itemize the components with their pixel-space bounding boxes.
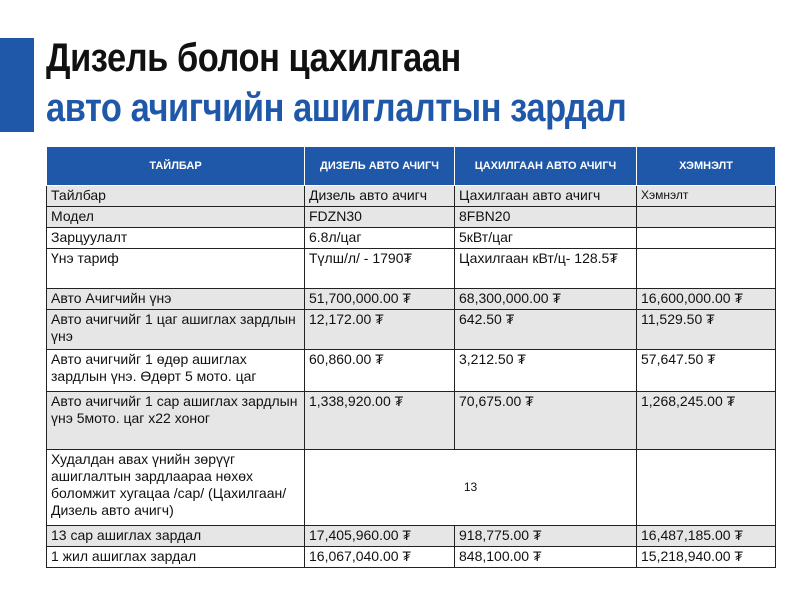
- table-row: [47, 186, 776, 207]
- table-row: [47, 350, 776, 392]
- electric-cell: 3,212.50 ₮: [455, 350, 637, 392]
- electric-cell: 8FBN20: [455, 207, 637, 228]
- row-label: Авто Ачигчийн үнэ: [47, 289, 305, 310]
- electric-cell: 642.50 ₮: [455, 310, 637, 350]
- saving-cell: [637, 228, 776, 249]
- diesel-cell: 6.8л/цаг: [305, 228, 455, 249]
- table-header-row: [47, 147, 776, 186]
- header-saving: ХЭМНЭЛТ: [637, 147, 776, 186]
- table-row: [47, 547, 776, 568]
- saving-cell: 16,487,185.00 ₮: [637, 526, 776, 547]
- diesel-cell: 12,172.00 ₮: [305, 310, 455, 350]
- row-label: Модел: [47, 207, 305, 228]
- cost-comparison-table: [46, 146, 776, 568]
- saving-cell: [637, 450, 776, 526]
- table-row: [47, 392, 776, 450]
- diesel-cell: 16,067,040.00 ₮: [305, 547, 455, 568]
- diesel-cell: 17,405,960.00 ₮: [305, 526, 455, 547]
- saving-cell: Хэмнэлт: [637, 186, 776, 207]
- table-row: [47, 228, 776, 249]
- title-accent-bar: [0, 38, 34, 132]
- row-label: Үнэ тариф: [47, 249, 305, 289]
- saving-cell: 15,218,940.00 ₮: [637, 547, 776, 568]
- saving-cell: 16,600,000.00 ₮: [637, 289, 776, 310]
- header-diesel: ДИЗЕЛЬ АВТО АЧИГЧ: [305, 147, 455, 186]
- table-row: [47, 249, 776, 289]
- electric-cell: Цахилгаан кВт/ц- 128.5₮: [455, 249, 637, 289]
- diesel-cell: Түлш/л/ - 1790₮: [305, 249, 455, 289]
- row-label: Тайлбар: [47, 186, 305, 207]
- row-label: Авто ачигчийг 1 өдөр ашиглах зардлын үнэ. Өдөрт 5 мото. цаг: [47, 350, 305, 392]
- table-row: [47, 526, 776, 547]
- table-row: [47, 310, 776, 350]
- electric-cell: Цахилгаан авто ачигч: [455, 186, 637, 207]
- table-row: [47, 289, 776, 310]
- electric-cell: 5кВт/цаг: [455, 228, 637, 249]
- table-row: [47, 207, 776, 228]
- header-description: ТАЙЛБАР: [47, 147, 305, 186]
- diesel-cell: 60,860.00 ₮: [305, 350, 455, 392]
- diesel-cell: 1,338,920.00 ₮: [305, 392, 455, 450]
- row-label: Худалдан авах үнийн зөрүүг ашиглалтын зардлаараа нөхөх боломжит хугацаа /сар/ (Цахилгаан/ Дизель авто ачигч): [47, 450, 305, 526]
- header-electric: ЦАХИЛГААН АВТО АЧИГЧ: [455, 147, 637, 186]
- payback-months-cell: 13: [305, 450, 637, 526]
- row-label: Зарцуулалт: [47, 228, 305, 249]
- electric-cell: 68,300,000.00 ₮: [455, 289, 637, 310]
- row-label: 13 сар ашиглах зардал: [47, 526, 305, 547]
- saving-cell: [637, 207, 776, 228]
- row-label: Авто ачигчийг 1 сар ашиглах зардлын үнэ 5мото. цаг х22 хоног: [47, 392, 305, 450]
- saving-cell: 57,647.50 ₮: [637, 350, 776, 392]
- row-label: 1 жил ашиглах зардал: [47, 547, 305, 568]
- diesel-cell: 51,700,000.00 ₮: [305, 289, 455, 310]
- page-subtitle: авто ачигчийн ашиглалтын зардал: [46, 86, 627, 130]
- row-label: Авто ачигчийг 1 цаг ашиглах зардлын үнэ: [47, 310, 305, 350]
- electric-cell: 918,775.00 ₮: [455, 526, 637, 547]
- page-title: Дизель болон цахилгаан: [46, 36, 461, 80]
- table-row: [47, 450, 776, 526]
- electric-cell: 848,100.00 ₮: [455, 547, 637, 568]
- diesel-cell: Дизель авто ачигч: [305, 186, 455, 207]
- electric-cell: 70,675.00 ₮: [455, 392, 637, 450]
- saving-cell: 1,268,245.00 ₮: [637, 392, 776, 450]
- diesel-cell: FDZN30: [305, 207, 455, 228]
- saving-cell: [637, 249, 776, 289]
- saving-cell: 11,529.50 ₮: [637, 310, 776, 350]
